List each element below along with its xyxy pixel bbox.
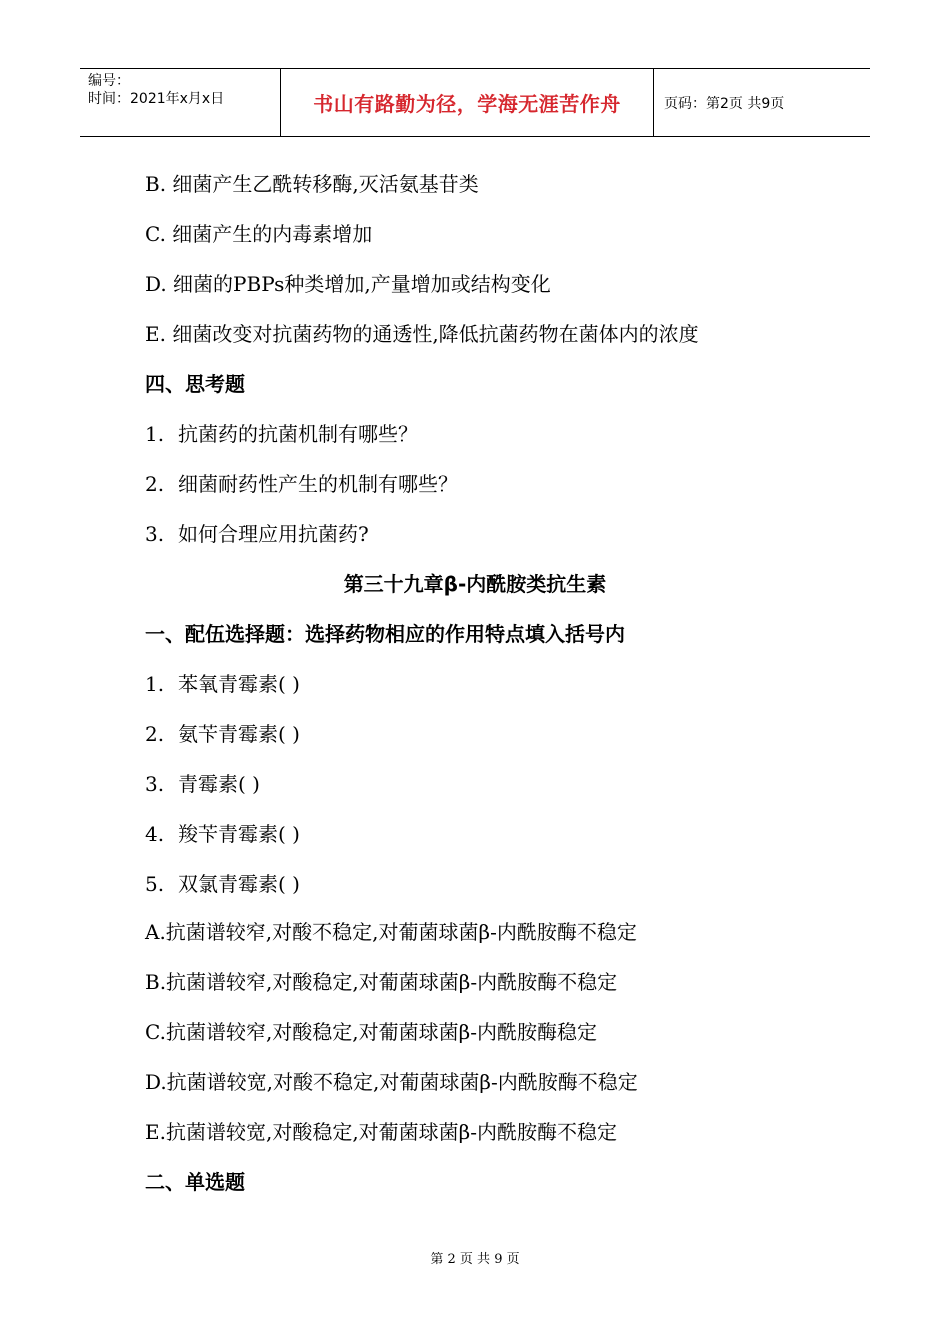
option-line: E. 细菌改变对抗菌药物的通透性,降低抗菌药物在菌体内的浓度 xyxy=(145,322,699,346)
question-text: 如何合理应用抗菌药? xyxy=(178,522,369,546)
item-text: 双氯青霉素( ) xyxy=(178,872,300,896)
item-text: 羧苄青霉素( ) xyxy=(178,822,300,846)
section-title: 二、单选题 xyxy=(145,1170,245,1194)
question-number: 1. xyxy=(145,422,165,446)
item-text: 氨苄青霉素( ) xyxy=(178,722,300,746)
question-text: 抗菌药的抗菌机制有哪些？ xyxy=(178,422,418,446)
match-item xyxy=(145,772,260,796)
item-text: 苯氧青霉素( ) xyxy=(178,672,300,696)
question-item xyxy=(145,522,369,546)
item-number: 3. xyxy=(145,772,165,796)
header-meta xyxy=(80,69,281,136)
header-motto-cell xyxy=(281,69,654,136)
question-number: 3. xyxy=(145,522,165,546)
item-number: 5. xyxy=(145,872,165,896)
time-label: 时间：2021年x月x日 xyxy=(88,91,225,107)
section-title: 一、配伍选择题：选择药物相应的作用特点填入括号内 xyxy=(145,622,625,646)
page-info: 页码：第2页 共9页 xyxy=(664,95,785,112)
option-line: E.抗菌谱较宽,对酸稳定,对葡菌球菌β-内酰胺酶不稳定 xyxy=(145,1120,617,1144)
match-item xyxy=(145,672,300,696)
option-line: A.抗菌谱较窄,对酸不稳定,对葡菌球菌β-内酰胺酶不稳定 xyxy=(145,920,637,944)
item-number: 2. xyxy=(145,722,165,746)
option-line: D.抗菌谱较宽,对酸不稳定,对葡菌球菌β-内酰胺酶不稳定 xyxy=(145,1070,638,1094)
header-page-info xyxy=(654,69,870,136)
question-item xyxy=(145,422,418,446)
match-item xyxy=(145,722,300,746)
page-footer: 第 2 页 共 9 页 xyxy=(430,1252,520,1267)
question-item xyxy=(145,472,458,496)
match-item xyxy=(145,822,300,846)
option-line: C. 细菌产生的内毒素增加 xyxy=(145,222,373,246)
chapter-title: 第三十九章β-内酰胺类抗生素 xyxy=(343,572,607,596)
item-number: 4. xyxy=(145,822,165,846)
option-line: C.抗菌谱较窄,对酸稳定,对葡菌球菌β-内酰胺酶稳定 xyxy=(145,1020,597,1044)
page-header xyxy=(80,68,870,137)
question-text: 细菌耐药性产生的机制有哪些？ xyxy=(178,472,458,496)
item-number: 1. xyxy=(145,672,165,696)
match-item xyxy=(145,872,300,896)
item-text: 青霉素( ) xyxy=(178,772,260,796)
section-title: 四、思考题 xyxy=(145,372,245,396)
option-line: B.抗菌谱较窄,对酸稳定,对葡菌球菌β-内酰胺酶不稳定 xyxy=(145,970,618,994)
option-line: D. 细菌的PBPs种类增加,产量增加或结构变化 xyxy=(145,272,551,296)
code-label: 编号： xyxy=(88,73,130,89)
option-line: B. 细菌产生乙酰转移酶,灭活氨基苷类 xyxy=(145,172,479,196)
question-number: 2. xyxy=(145,472,165,496)
motto: 书山有路勤为径，学海无涯苦作舟 xyxy=(313,92,621,116)
